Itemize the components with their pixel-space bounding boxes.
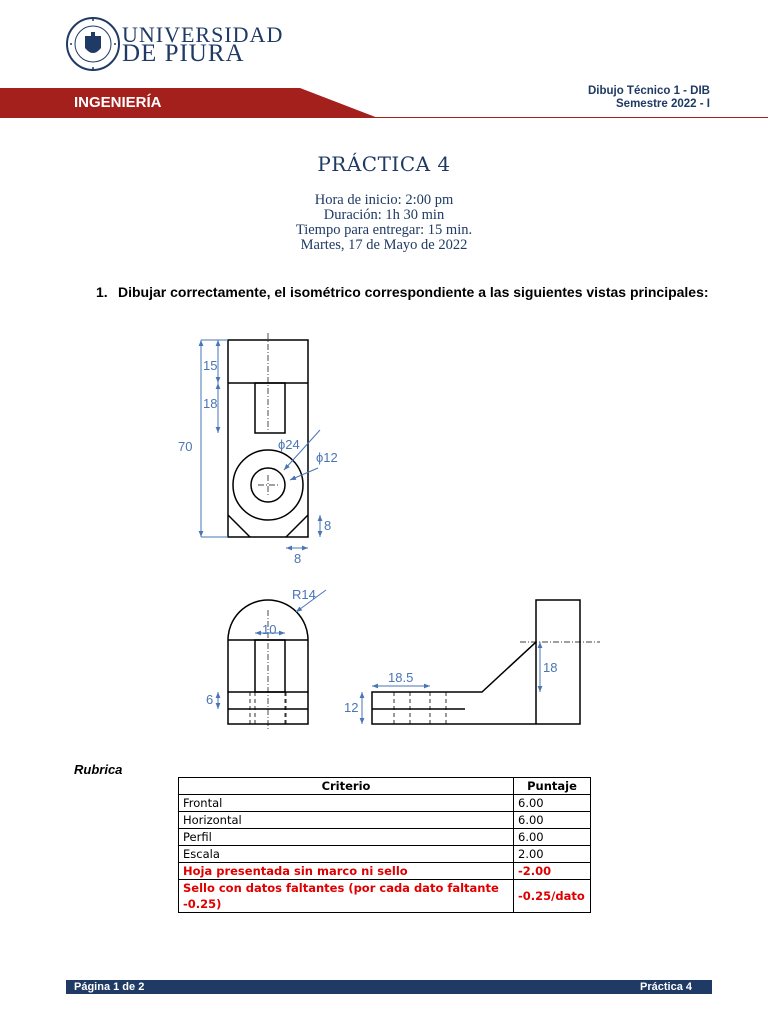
score-cell: 6.00: [514, 812, 591, 829]
dim-18-5: 18.5: [388, 670, 414, 685]
dim-70: 70: [178, 439, 193, 454]
dim-r14: R14: [292, 587, 316, 602]
table-row: [179, 812, 591, 829]
dim-phi24: ϕ24: [278, 437, 300, 452]
dim-12: 12: [344, 700, 359, 715]
score-cell: 6.00: [514, 795, 591, 812]
criterion-cell: Frontal: [179, 795, 514, 812]
question-1: [96, 284, 709, 300]
table-row: [179, 863, 591, 880]
faculty-label: INGENIERÍA: [74, 94, 162, 111]
university-seal-logo: [66, 14, 120, 74]
semester: Semestre 2022 - I: [616, 98, 710, 110]
course-name: Dibujo Técnico 1 - DIB: [587, 85, 710, 97]
table-row: [179, 846, 591, 863]
exam-date: Martes, 17 de Mayo de 2022: [300, 237, 468, 253]
table-row: [179, 880, 591, 913]
footer-bar: [66, 980, 712, 994]
dim-8-horizontal: 8: [294, 551, 302, 566]
score-cell: -2.00: [514, 863, 591, 880]
start-time: Hora de inicio: 2:00 pm: [314, 192, 454, 208]
table-row: [179, 795, 591, 812]
dim-8-vertical: 8: [324, 518, 332, 533]
page-number: Página 1 de 2: [74, 981, 145, 993]
course-info: [588, 85, 710, 111]
page-title: PRÁCTICA 4: [317, 152, 451, 176]
dim-phi12: ϕ12: [316, 450, 338, 465]
dim-15: 15: [203, 358, 218, 373]
technical-drawing: [0, 320, 768, 740]
university-name-line1: UNIVERSIDAD: [122, 22, 284, 47]
university-name-line2: DE PIURA: [122, 40, 245, 67]
header-criterion: Criterio: [179, 778, 514, 795]
dim-18-profile: 18: [543, 660, 558, 675]
table-row: [179, 829, 591, 846]
score-cell: 6.00: [514, 829, 591, 846]
dim-18: 18: [203, 396, 218, 411]
delivery-time: Tiempo para entregar: 15 min.: [295, 222, 473, 238]
question-text: Dibujar correctamente, el isométrico correspondiente a las siguientes vistas principales:: [118, 284, 709, 300]
criterion-cell: Hoja presentada sin marco ni sello: [179, 863, 514, 880]
question-number: 1.: [96, 284, 108, 300]
score-cell: 2.00: [514, 846, 591, 863]
header-score: Puntaje: [514, 778, 591, 795]
criterion-cell: Sello con datos faltantes (por cada dato faltante -0.25): [179, 880, 514, 913]
rubric-label: Rubrica: [74, 762, 123, 777]
rubric-table: [178, 777, 591, 913]
dim-10: 10: [262, 622, 277, 637]
criterion-cell: Horizontal: [179, 812, 514, 829]
duration: Duración: 1h 30 min: [323, 207, 445, 223]
dim-6: 6: [206, 692, 214, 707]
criterion-cell: Escala: [179, 846, 514, 863]
footer-practice: Práctica 4: [640, 981, 692, 993]
table-header-row: [179, 778, 591, 795]
score-cell: -0.25/dato: [514, 880, 591, 913]
criterion-cell: Perfil: [179, 829, 514, 846]
